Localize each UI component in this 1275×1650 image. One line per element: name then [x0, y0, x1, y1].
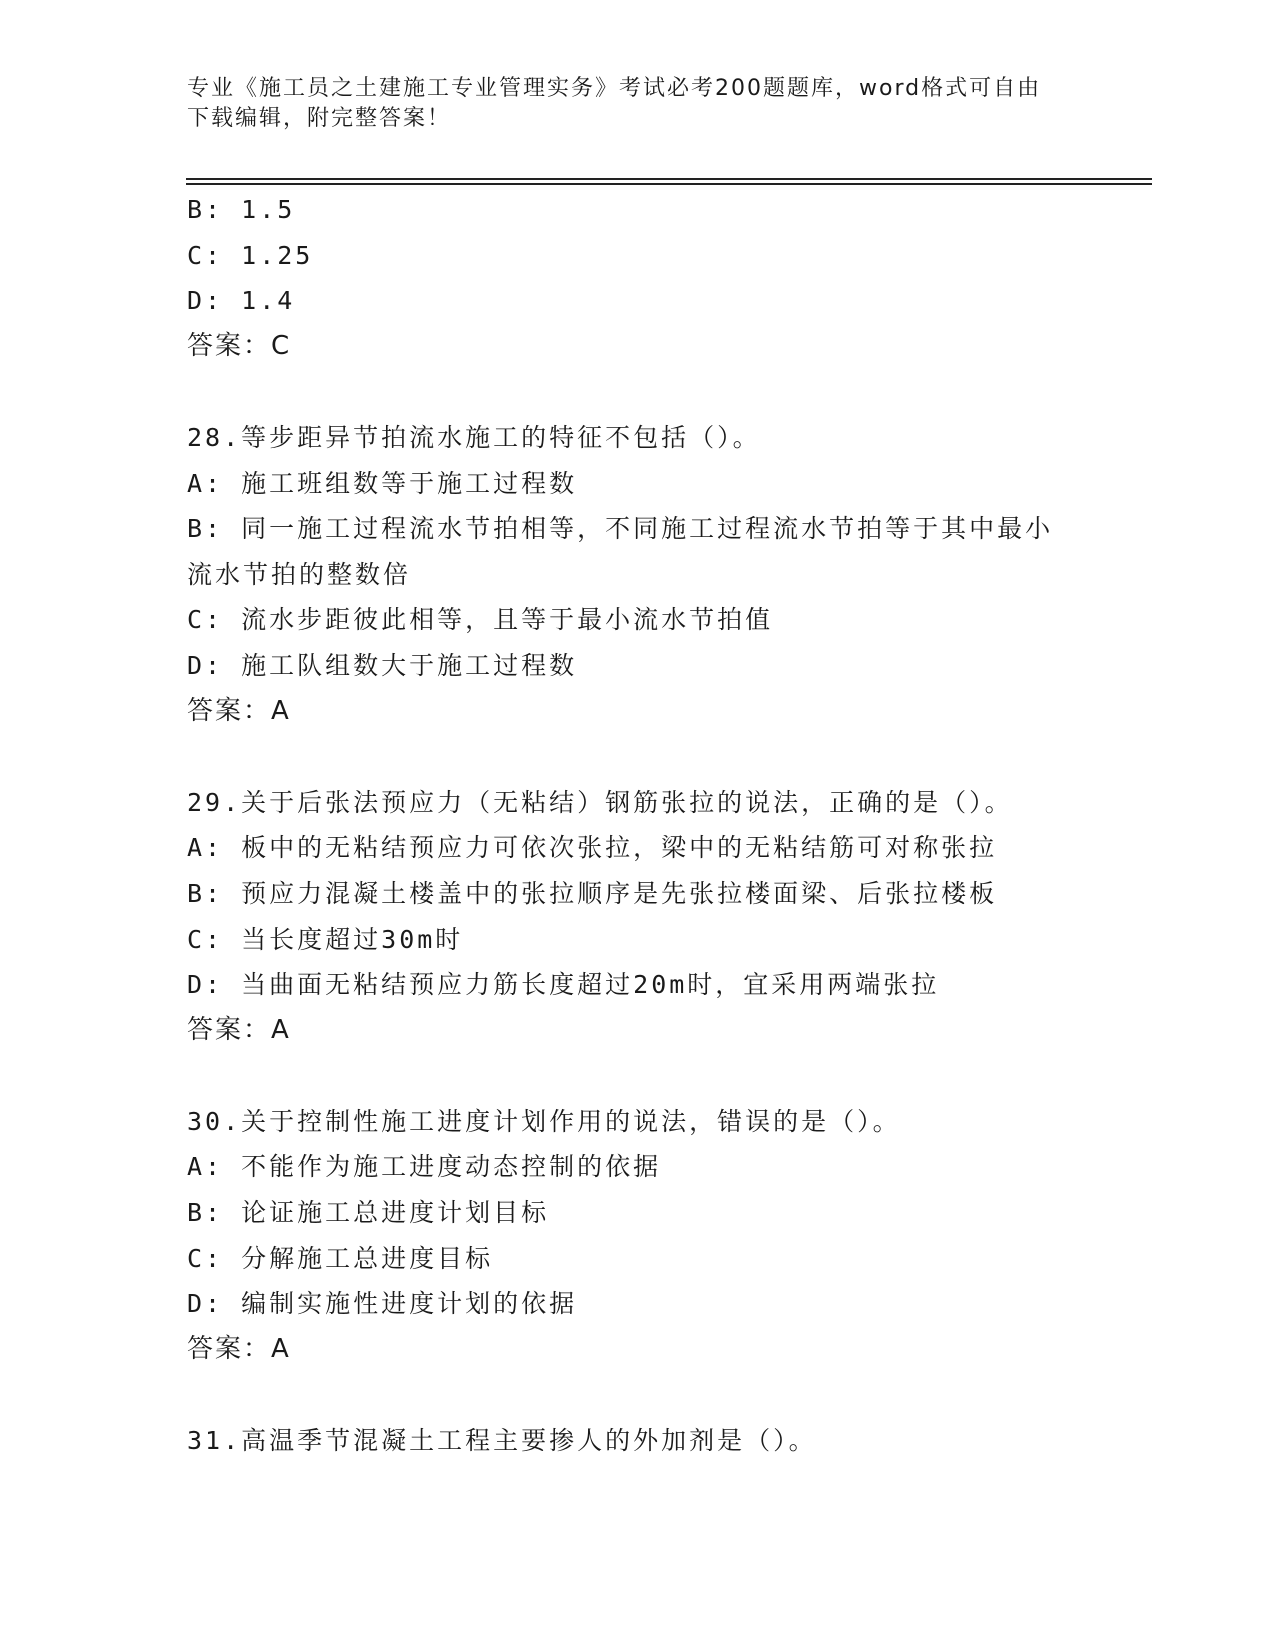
question-content	[187, 187, 1107, 1464]
option-b: B: 1.5	[187, 195, 296, 224]
question-27	[187, 187, 1107, 369]
answer: 答案：A	[187, 1333, 291, 1364]
spacer	[187, 369, 1107, 415]
question-stem: 29.关于后张法预应力（无粘结）钢筋张拉的说法，正确的是（）。	[187, 787, 1013, 817]
option-c: C: 当长度超过30m时	[187, 924, 464, 954]
question-28	[187, 415, 1107, 734]
option-d: D: 编制实施性进度计划的依据	[187, 1289, 578, 1319]
question-31	[187, 1418, 1107, 1464]
question-29	[187, 780, 1107, 1054]
option-b: B: 同一施工过程流水节拍相等，不同施工过程流水节拍等于其中最小	[187, 514, 1054, 544]
option-d: D: 1.4	[187, 286, 296, 316]
spacer	[187, 1053, 1107, 1099]
answer: 答案：C	[187, 330, 292, 361]
header-line-1: 专业《施工员之土建施工专业管理实务》考试必考200题题库，word格式可自由	[187, 76, 1042, 101]
option-c: C: 分解施工总进度目标	[187, 1243, 494, 1273]
option-a: A: 施工班组数等于施工过程数	[187, 468, 578, 498]
question-stem: 31.高温季节混凝土工程主要掺人的外加剂是（）。	[187, 1426, 817, 1456]
spacer	[187, 734, 1107, 780]
option-a: A: 板中的无粘结预应力可依次张拉，梁中的无粘结筋可对称张拉	[187, 833, 998, 863]
question-30	[187, 1099, 1107, 1373]
document-header	[187, 74, 1087, 134]
header-line-2: 下载编辑，附完整答案！	[187, 106, 452, 131]
option-c: C: 流水步距彼此相等，且等于最小流水节拍值	[187, 605, 774, 635]
spacer	[187, 1372, 1107, 1418]
answer: 答案：A	[187, 695, 291, 726]
option-b: B: 论证施工总进度计划目标	[187, 1198, 550, 1228]
option-b: B: 预应力混凝土楼盖中的张拉顺序是先张拉楼面梁、后张拉楼板	[187, 878, 998, 908]
option-d: D: 当曲面无粘结预应力筋长度超过20m时，宜采用两端张拉	[187, 970, 940, 1000]
option-a: A: 不能作为施工进度动态控制的依据	[187, 1152, 662, 1182]
question-stem: 30.关于控制性施工进度计划作用的说法，错误的是（）。	[187, 1106, 901, 1136]
header-rule-bottom	[186, 183, 1152, 185]
option-d: D: 施工队组数大于施工过程数	[187, 650, 578, 680]
header-rule-top	[186, 178, 1152, 180]
option-b-continued: 流水节拍的整数倍	[187, 559, 412, 589]
option-c: C: 1.25	[187, 240, 314, 270]
question-stem: 28.等步距异节拍流水施工的特征不包括（）。	[187, 422, 761, 452]
answer: 答案：A	[187, 1014, 291, 1045]
